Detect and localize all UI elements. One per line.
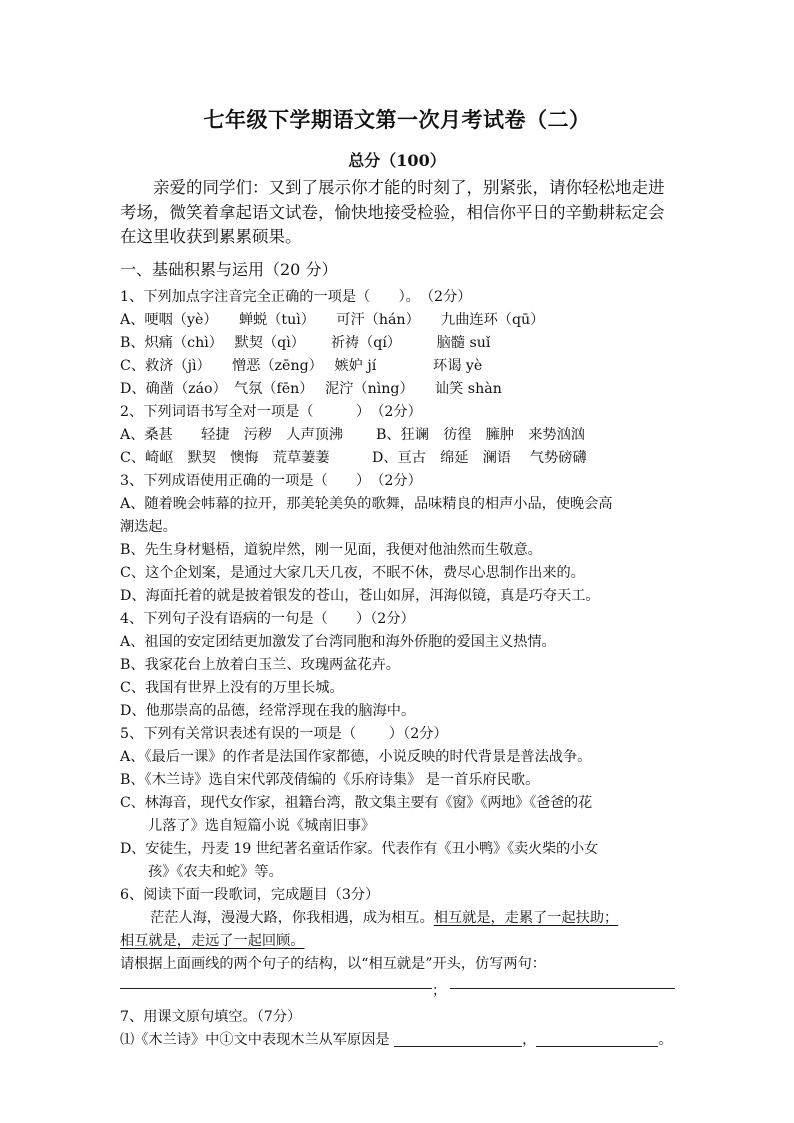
question-4-stem: 4、下列句子没有语病的一句是（ ）（2分） xyxy=(120,611,415,627)
answer-separator: ； xyxy=(432,983,447,999)
lyric-underlined-1: 相互就是，走累了一起扶助； xyxy=(433,910,619,926)
question-3-option-c: C、这个企划案，是通过大家几天几夜，不眠不休，费尽心思制作出来的。 xyxy=(120,565,585,581)
question-5-stem: 5、下列有关常识表述有误的一项是（ ）（2分） xyxy=(120,726,448,742)
intro-paragraph: 亲爱的同学们：又到了展示你才能的时刻了，别紧张，请你轻松地走进考场，微笑着拿起语文试卷，愉快地接受检验，相信你平日的辛勤耕耘定会在这里收获到累累硕果。 xyxy=(120,178,665,246)
question-5-option-c: C、林海音，现代女作家，祖籍台湾，散文集主要有《窗》《两地》《爸爸的花 xyxy=(120,795,593,811)
section-heading: 一、基础积累与运用（20 分） xyxy=(120,260,338,279)
question-3-option-b: B、先生身材魁梧，道貌岸然，刚一见面，我便对他油然而生敬意。 xyxy=(120,542,542,558)
exam-title: 七年级下学期语文第一次月考试卷（二） xyxy=(203,107,591,132)
question-1-option-b: B、炽痛（chì） 默契（qì） 祈祷（qí） 脑髓 suǐ xyxy=(120,335,491,351)
lyric-underlined-2: 相互就是，走远了一起回顾。 xyxy=(120,933,305,949)
question-1-stem: 1、下列加点字注音完全正确的一项是（ ）。 （2分） xyxy=(120,289,472,305)
question-3-option-d: D、海面托着的就是披着银发的苍山，苍山如屏，洱海似镜，真是巧夺天工。 xyxy=(120,588,600,604)
question-1-option-d: D、确凿（záo） 气氛（fēn） 泥泞（nìng） 讪笑 shàn xyxy=(120,381,502,397)
question-1-option-c: C、救济（jì） 憎恶（zēng） 嫉妒 jí 环谒 yè xyxy=(120,358,483,374)
question-5-option-c-cont: 儿落了》选自短篇小说《城南旧事》 xyxy=(148,818,376,834)
lyric-plain: 茫茫人海，漫漫大路，你我相遇，成为相互。 xyxy=(150,910,434,926)
question-6-lyric-line-2 xyxy=(120,930,690,953)
question-2-stem: 2、下列词语书写全对一项是（ ） （2分） xyxy=(120,404,422,420)
question-2-options-ab: A、桑甚 轻捷 污秽 人声顶沸 B、狂谰 彷徨 臃肿 来势汹汹 xyxy=(120,427,585,443)
question-4-option-c: C、我国有世界上没有的万里长城。 xyxy=(120,680,344,696)
fill-blank-2[interactable] xyxy=(536,1030,658,1047)
question-1-option-a: A、哽咽（yè） 蝉蜕（tuì） 可汗（hán） 九曲连环（qū） xyxy=(120,312,545,328)
question-4-option-d: D、他那崇高的品德，经常浮现在我的脑海中。 xyxy=(120,703,416,719)
question-7-stem: 7、用课文原句填空。（7分） xyxy=(120,1009,302,1025)
question-7-item-1-prompt: ⑴《木兰诗》中①文中表现木兰从军原因是 xyxy=(120,1032,390,1048)
question-4-option-b: B、我家花台上放着白玉兰、玫瑰两盆花卉。 xyxy=(120,657,400,673)
question-5-option-d-cont: 孩》《农夫和蛇》等。 xyxy=(148,864,283,880)
fill-blank-1[interactable] xyxy=(394,1030,522,1047)
answer-blank-1[interactable] xyxy=(120,988,432,989)
question-6-answer-row xyxy=(120,976,690,1006)
comma: ， xyxy=(522,1032,537,1048)
question-6-instruction: 请根据上面画线的两个句子的结构，以“相互就是”开头，仿写两句： xyxy=(120,956,546,972)
question-4-option-a: A、祖国的安定团结更加激发了台湾同胞和海外侨胞的爱国主义热情。 xyxy=(120,634,556,650)
question-7-item-1 xyxy=(120,1029,690,1052)
period: 。 xyxy=(658,1032,673,1048)
question-3-option-a: A、随着晚会帏幕的拉开，那美轮美奂的歌舞，品味精良的相声小品，使晚会高 xyxy=(120,496,613,512)
total-score: 总分（100） xyxy=(348,151,446,170)
question-3-option-a-cont: 潮迭起。 xyxy=(120,519,177,535)
question-5-option-b: B、《木兰诗》选自宋代郭茂倩编的《乐府诗集》 是一首乐府民歌。 xyxy=(120,772,540,788)
question-3-stem: 3、下列成语使用正确的一项是（ ） （2分） xyxy=(120,473,422,489)
question-6-stem: 6、阅读下面一段歌词，完成题目（3分） xyxy=(120,887,380,903)
question-5-option-d: D、安徒生，丹麦 19 世纪著名童话作家。代表作有《丑小鸭》《卖火柴的小女 xyxy=(120,841,598,857)
question-2-options-cd: C、崎岖 默契 懊悔 荒草萋萋 D、亘古 绵延 澜语 气势磅礴 xyxy=(120,450,587,466)
question-6-lyric-line-1 xyxy=(120,907,690,930)
question-5-option-a: A、《最后一课》的作者是法国作家都德，小说反映的时代背景是普法战争。 xyxy=(120,749,592,765)
exam-body xyxy=(120,254,690,1052)
answer-blank-2[interactable] xyxy=(450,988,675,989)
